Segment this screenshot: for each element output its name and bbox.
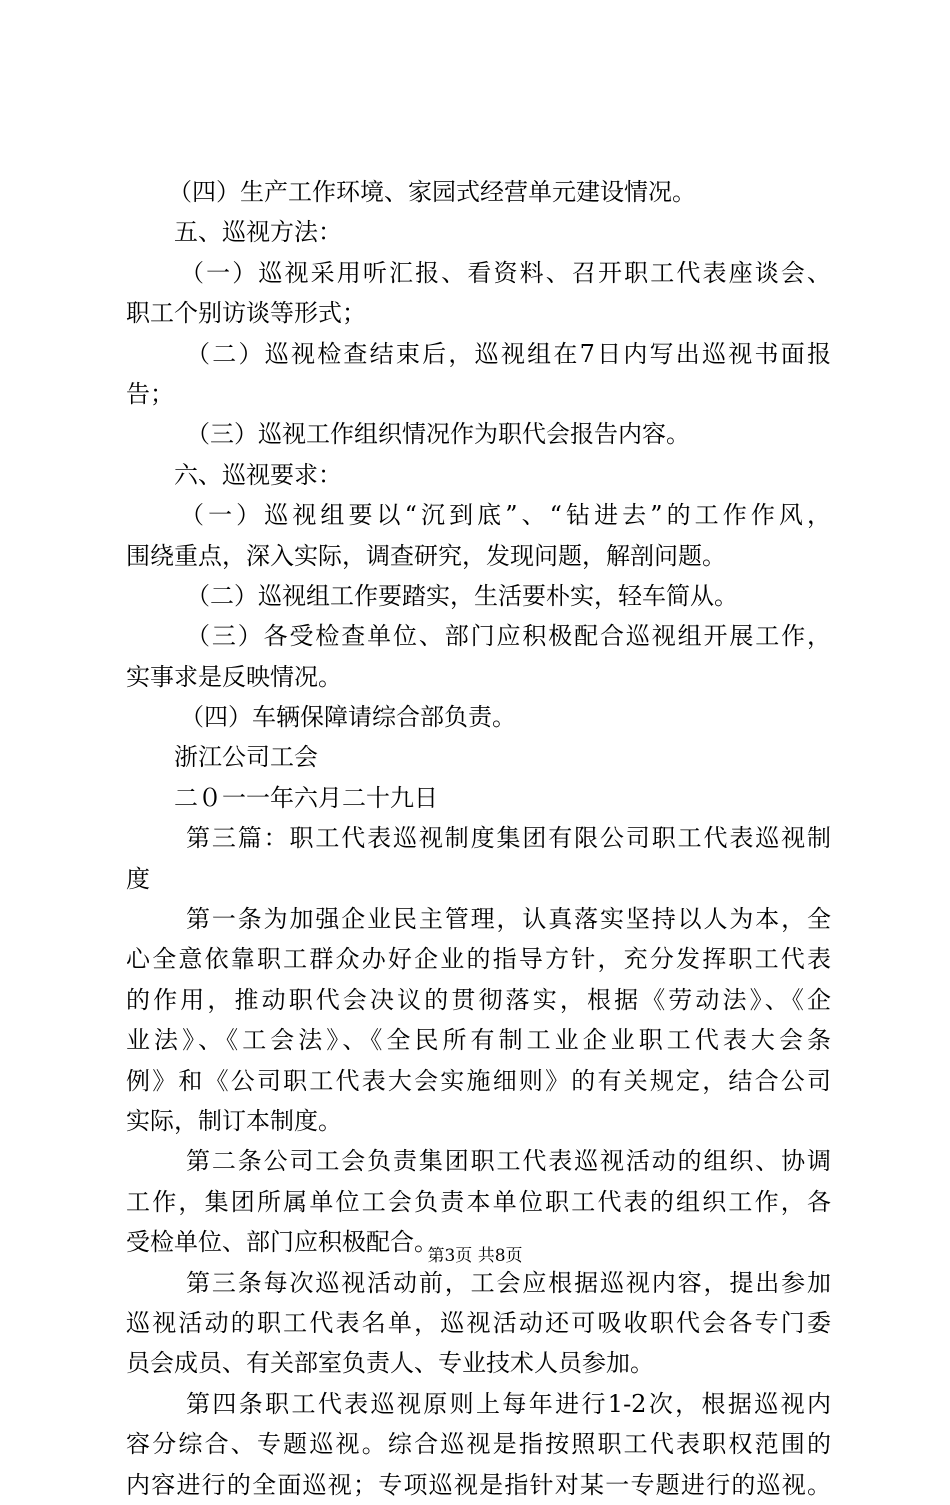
chapter-title-end: 度 bbox=[126, 864, 150, 893]
text-line: （三）巡视工作组织情况作为职代会报告内容。 bbox=[186, 420, 690, 449]
signature-org: 浙江公司工会 bbox=[174, 743, 318, 772]
text-line: （四）生产工作环境、家园式经营单元建设情况。 bbox=[168, 178, 696, 206]
text-line: 工作，集团所属单位工会负责本单位职工代表的组织工作，各 bbox=[126, 1187, 831, 1216]
section-heading: 六、巡视要求： bbox=[174, 460, 342, 489]
text-line: （一）巡视采用听汇报、看资料、召开职工代表座谈会、 bbox=[180, 258, 831, 287]
text-line: 第一条为加强企业民主管理，认真落实坚持以人为本，全 bbox=[186, 905, 831, 934]
text-line: 容分综合、专题巡视。综合巡视是指按照职工代表职权范围的 bbox=[126, 1430, 831, 1459]
chapter-title: 第三篇：职工代表巡视制度集团有限公司职工代表巡视制 bbox=[186, 824, 831, 853]
text-line: 职工个别访谈等形式； bbox=[126, 299, 366, 328]
text-line: 受检单位、部门应积极配合。 bbox=[126, 1228, 438, 1257]
text-line: 第四条职工代表巡视原则上每年进行1-2次，根据巡视内 bbox=[186, 1389, 831, 1418]
text-line: （二）巡视检查结束后，巡视组在7日内写出巡视书面报 bbox=[186, 339, 831, 368]
text-line: （一）巡视组要以“沉到底”、“钻进去”的工作作风， bbox=[180, 501, 831, 530]
text-line: 巡视活动的职工代表名单，巡视活动还可吸收职代会各专门委 bbox=[126, 1308, 831, 1337]
text-line: 实际，制订本制度。 bbox=[126, 1106, 342, 1135]
text-line: 实事求是反映情况。 bbox=[126, 662, 342, 691]
text-line: 第三条每次巡视活动前，工会应根据巡视内容，提出参加 bbox=[186, 1268, 831, 1297]
text-line: 业法》、《工会法》、《全民所有制工业企业职工代表大会条 bbox=[126, 1026, 831, 1055]
text-line: 告； bbox=[126, 379, 174, 408]
page-number-footer: 第3页 共8页 bbox=[427, 1246, 523, 1266]
text-line: （四）车辆保障请综合部负责。 bbox=[180, 703, 516, 732]
text-line: 围绕重点，深入实际，调查研究，发现问题，解剖问题。 bbox=[126, 541, 726, 570]
signature-date: 二０一一年六月二十九日 bbox=[174, 783, 438, 812]
document-body bbox=[126, 172, 831, 1505]
text-line: 心全意依靠职工群众办好企业的指导方针，充分发挥职工代表 bbox=[126, 945, 831, 974]
text-line: 第二条公司工会负责集团职工代表巡视活动的组织、协调 bbox=[186, 1147, 831, 1176]
text-line: （二）巡视组工作要踏实，生活要朴实，轻车简从。 bbox=[186, 581, 738, 610]
text-line: 员会成员、有关部室负责人、专业技术人员参加。 bbox=[126, 1349, 654, 1378]
section-heading: 五、巡视方法： bbox=[174, 218, 342, 247]
text-line: （三）各受检查单位、部门应积极配合巡视组开展工作， bbox=[186, 622, 831, 651]
text-line: 例》和《公司职工代表大会实施细则》的有关规定，结合公司 bbox=[126, 1066, 831, 1095]
text-line: 内容进行的全面巡视；专项巡视是指针对某一专题进行的巡视。 bbox=[126, 1470, 831, 1499]
text-line: 的作用，推动职代会决议的贯彻落实，根据《劳动法》、《企 bbox=[126, 985, 831, 1014]
